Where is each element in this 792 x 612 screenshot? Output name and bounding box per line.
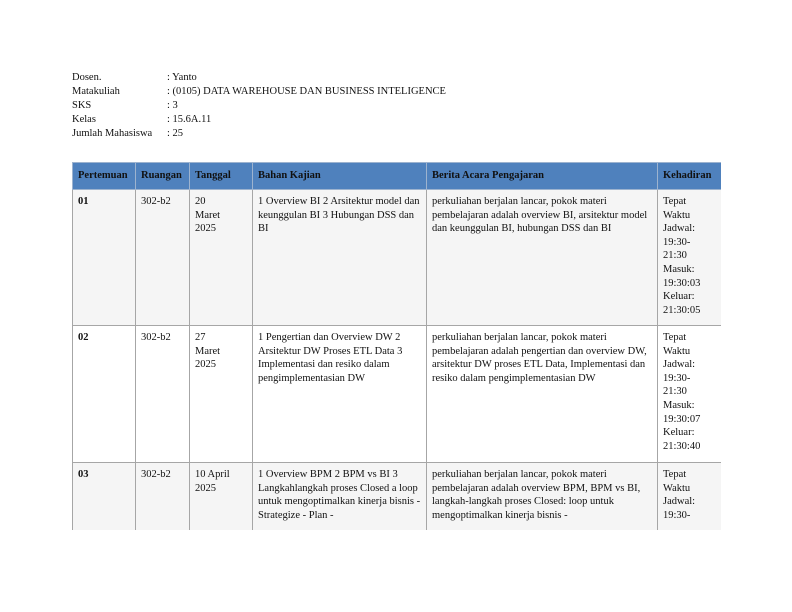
info-row-sks [72,99,446,113]
info-value: : 3 [167,100,178,111]
kehadiran-line: Waktu [663,345,691,357]
info-value: : Yanto [167,72,197,83]
column-header-pertemuan: Pertemuan [73,163,136,190]
kehadiran-line: Waktu [663,209,691,221]
kehadiran-line: 21:30:05 [663,304,701,316]
cell-bahan-kajian: 1 Overview BPM 2 BPM vs BI 3 Langkahlangkah proses Closed a loop untuk mengoptimalkan kinerja bisnis - Strategize - Plan - [253,463,427,531]
info-label: Matakuliah [72,86,120,97]
cell-tanggal [190,190,253,326]
tanggal-line: 27 [195,332,206,343]
kehadiran-line: Jadwal: [663,359,696,371]
kehadiran-line: 19:30:07 [663,413,701,425]
cell-berita-acara: perkuliahan berjalan lancar, pokok materi pembelajaran adalah overview BI, arsitektur model dan keunggulan BI, hubungan DSS dan BI [427,190,658,326]
kehadiran-line: 19:30- [663,372,691,384]
cell-berita-acara: perkuliahan berjalan lancar, pokok materi pembelajaran adalah overview BPM, BPM vs BI, langkah-langkah proses Closed: loop untuk mengoptimalkan kinerja bisnis - [427,463,658,531]
info-value: : 25 [167,128,184,139]
info-row-dosen [72,71,446,85]
tanggal-line: 20 [195,196,206,207]
kehadiran-line: Keluar: [663,291,695,303]
table-header-row [73,163,722,190]
kehadiran-line: 21:30:40 [663,440,701,452]
kehadiran-line: 19:30:03 [663,277,701,289]
kehadiran-line: Masuk: [663,263,695,275]
cell-pertemuan: 03 [73,463,136,531]
kehadiran-line: 19:30- [663,509,691,521]
kehadiran-line: Masuk: [663,399,695,411]
info-row-kelas [72,113,446,127]
table-row [73,326,722,463]
tanggal-line: Maret [195,345,221,357]
info-value: : 15.6A.11 [167,114,212,125]
cell-kehadiran [658,190,722,326]
info-label: Jumlah Mahasiswa [72,128,153,139]
column-header-kehadiran: Kehadiran [658,163,722,190]
kehadiran-line: 21:30 [663,386,687,398]
column-header-bahan-kajian: Bahan Kajian [253,163,427,190]
info-value: : (0105) DATA WAREHOUSE DAN BUSINESS INTELIGENCE [167,86,446,97]
cell-ruangan: 302-b2 [136,190,190,326]
tanggal-line: 10 April [195,469,230,480]
cell-bahan-kajian: 1 Pengertian dan Overview DW 2 Arsitektur DW Proses ETL Data 3 Implementasi dan resiko dalam pengimplementasian DW [253,326,427,463]
kehadiran-line: Waktu [663,482,691,494]
tanggal-line: 2025 [195,482,216,494]
teaching-log-table [72,162,721,530]
cell-kehadiran [658,463,722,531]
teaching-log-table-container [72,162,721,530]
info-row-jumlah-mahasiswa [72,127,446,141]
kehadiran-line: Keluar: [663,427,695,439]
info-label: SKS [72,100,92,111]
lecture-info [72,71,446,141]
kehadiran-line: Tepat [663,469,687,480]
table-row [73,463,722,531]
column-header-tanggal: Tanggal [190,163,253,190]
kehadiran-line: Tepat [663,332,687,343]
kehadiran-line: Jadwal: [663,223,696,235]
cell-tanggal [190,326,253,463]
info-label: Dosen. [72,72,102,83]
info-label: Kelas [72,114,96,125]
info-row-matakuliah [72,85,446,99]
cell-ruangan: 302-b2 [136,463,190,531]
cell-berita-acara: perkuliahan berjalan lancar, pokok materi pembelajaran adalah pengertian dan overview DW, arsitektur DW proses ETL Data, Implementasi dan resiko dalam pengimplementasian DW [427,326,658,463]
cell-tanggal [190,463,253,531]
tanggal-line: 2025 [195,223,216,235]
cell-pertemuan: 01 [73,190,136,326]
kehadiran-line: Tepat [663,196,687,207]
column-header-ruangan: Ruangan [136,163,190,190]
table-row [73,190,722,326]
column-header-berita-acara: Berita Acara Pengajaran [427,163,658,190]
kehadiran-line: 21:30 [663,250,687,262]
kehadiran-line: 19:30- [663,236,691,248]
cell-kehadiran [658,326,722,463]
tanggal-line: 2025 [195,359,216,371]
cell-pertemuan: 02 [73,326,136,463]
cell-bahan-kajian: 1 Overview BI 2 Arsitektur model dan keunggulan BI 3 Hubungan DSS dan BI [253,190,427,326]
kehadiran-line: Jadwal: [663,496,696,508]
cell-ruangan: 302-b2 [136,326,190,463]
tanggal-line: Maret [195,209,221,221]
